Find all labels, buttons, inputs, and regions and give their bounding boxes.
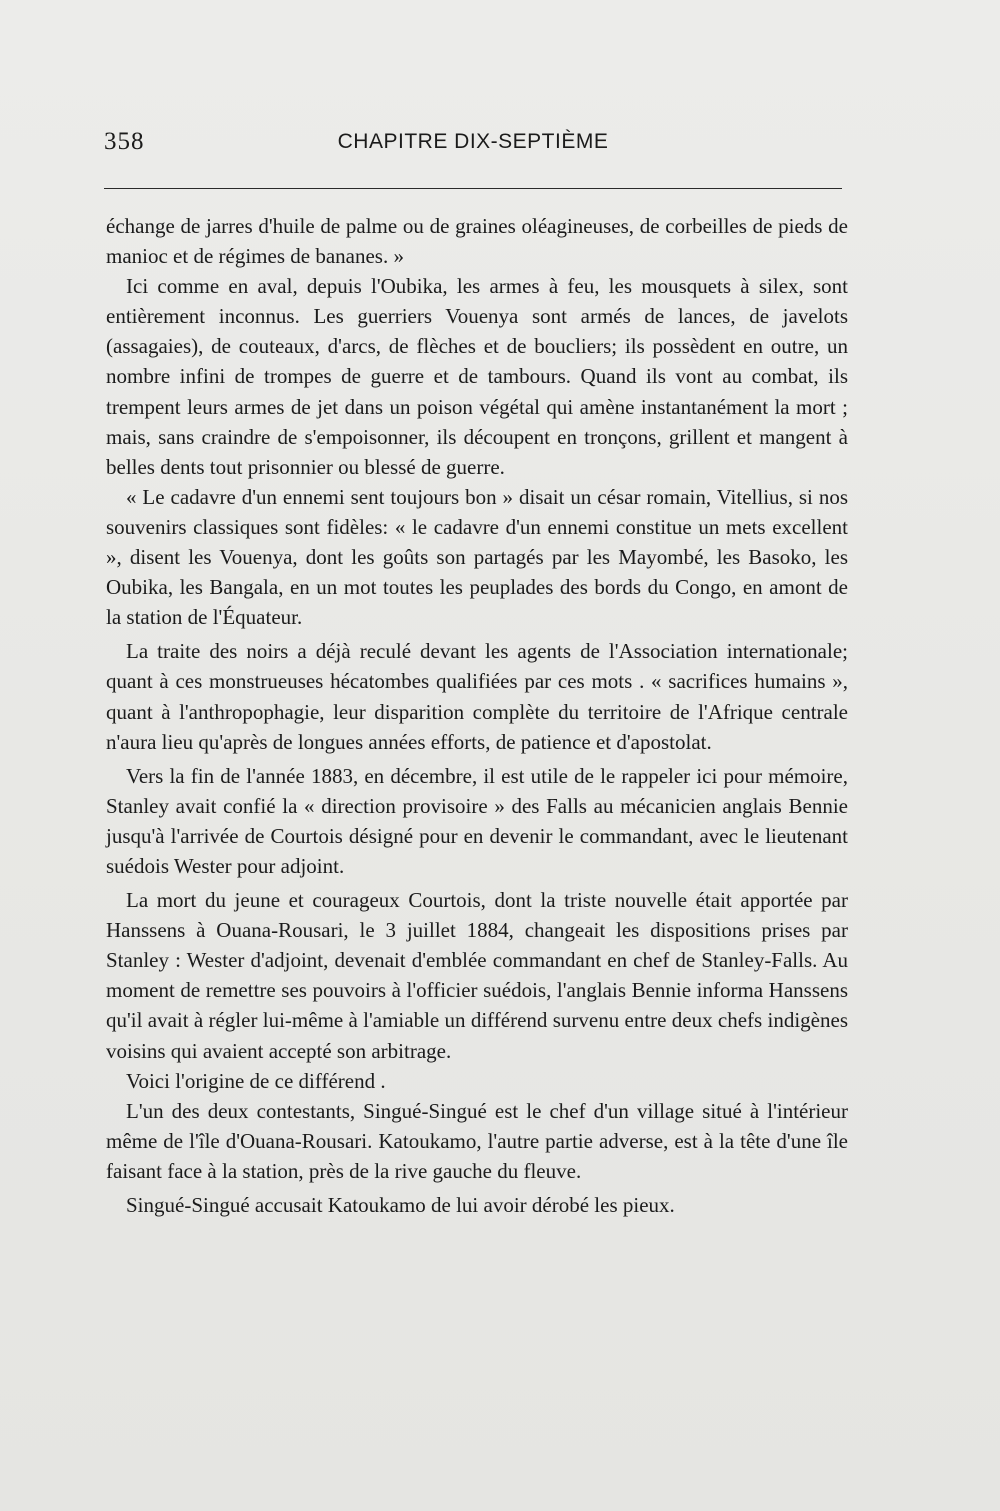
header-rule [104,188,842,189]
running-title: CHAPITRE DIX-SEPTIÈME [337,130,609,153]
paragraph: échange de jarres d'huile de palme ou de graines oléagineuses, de corbeilles de pieds de manioc et de régimes de bananes. » [106,214,848,269]
paragraph: Singué-Singué accusait Katoukamo de lui avoir dérobé les pieux. [126,1193,675,1217]
paragraph: « Le cadavre d'un ennemi sent toujours bon » disait un césar romain, Vitellius, si nos souvenirs classiques sont fidèles: « le cadavre d'un ennemi constitue un mets excellent », disent les Vouenya, dont les goûts son partagés par les Mayombé, les Basoko, les Oubika, les Bangala, en un mot toutes les peuplades des bords du Congo, en amont de la station de l'Équateur. [106,484,848,630]
page-number: 358 [104,128,145,155]
body-text [106,211,848,1220]
paragraph: Voici l'origine de ce différend . [126,1068,386,1093]
paragraph: La mort du jeune et courageux Courtois, dont la triste nouvelle était apportée par Hanssens à Ouana-Rousari, le 3 juillet 1884, changeait les dispositions prises par Stanley : Wester d'adjoint, devenait d'emblée commandant en chef de Stanley-Falls. Au moment de remettre ses pouvoirs à l'officier suédois, l'anglais Bennie informa Hanssens qu'il avait à régler lui-même à l'amiable un différend survenu entre deux chefs indigènes voisins qui avaient accepté son arbitrage. [106,888,848,1063]
paragraph: Vers la fin de l'année 1883, en décembre, il est utile de le rappeler ici pour mémoire, Stanley avait confié la « direction provisoire » des Falls au mécanicien anglais Bennie jusqu'à l'arrivée de Courtois désigné pour en devenir le commandant, avec le lieutenant suédois Wester pour adjoint. [106,763,848,878]
paragraph: Ici comme en aval, depuis l'Oubika, les armes à feu, les mousquets à silex, sont entièrement inconnus. Les guerriers Vouenya sont armés de lances, de javelots (assagaies), de couteaux, d'arcs, de flèches et de boucliers; ils possèdent en outre, un nombre infini de trompes de guerre et de tambours. Quand ils vont au combat, ils trempent leurs armes de jet dans un poison végétal qui amène instantanément la mort ; mais, sans craindre de s'empoisonner, ils découpent en tronçons, grillent et mangent à belles dents tout prisonnier ou blessé de guerre. [106,274,848,479]
paragraph: La traite des noirs a déjà reculé devant les agents de l'Association internationale; quant à ces monstrueuses hécatombes qualifiées par ces mots . « sacrifices humains », quant à l'anthropophagie, leur disparition complète du territoire de l'Afrique centrale n'aura lieu qu'après de longues années efforts, de patience et d'apostolat. [106,639,848,754]
paragraph: L'un des deux contestants, Singué-Singué est le chef d'un village situé à l'intérieur même de l'île d'Ouana-Rousari. Katoukamo, l'autre partie adverse, est à la tête d'une île faisant face à la station, près de la rive gauche du fleuve. [106,1098,848,1183]
